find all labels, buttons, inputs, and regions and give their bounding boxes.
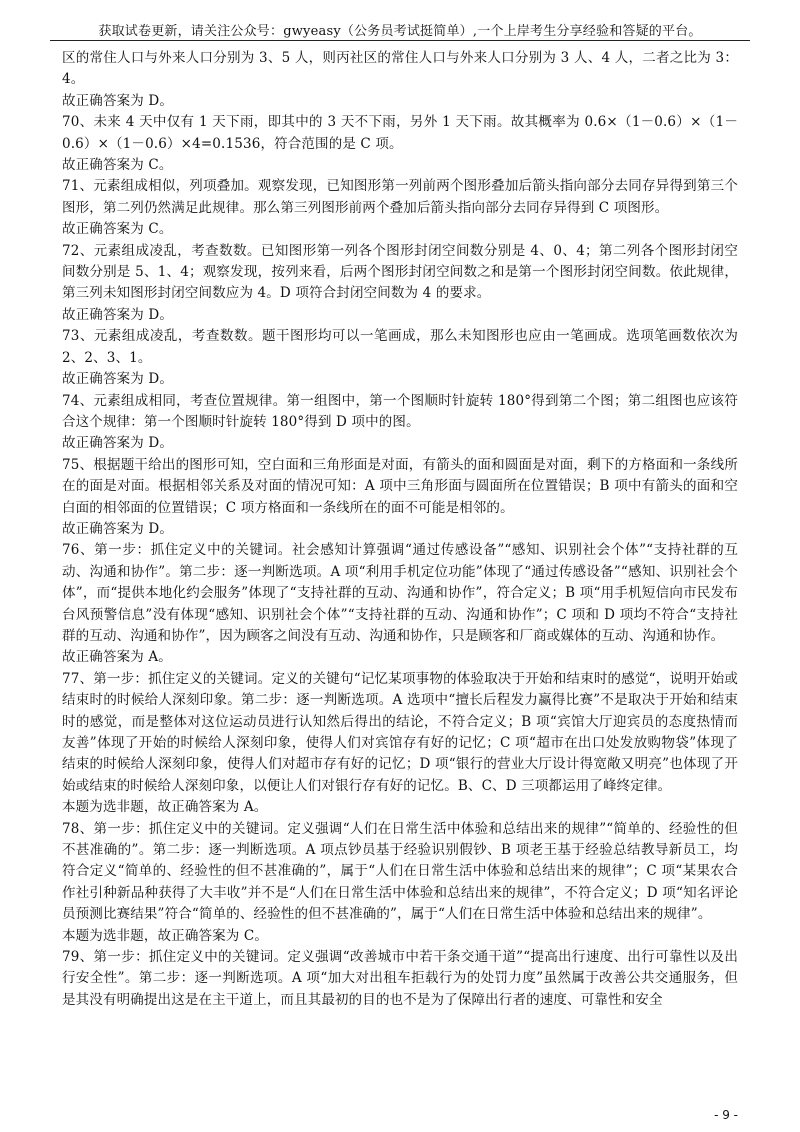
paragraph: 故正确答案为 D。 (62, 371, 173, 388)
page-number: - 9 - (714, 1108, 738, 1122)
paragraph: 70、未来 4 天中仅有 1 天下雨，即其中的 3 天不下雨，另外 1 天下雨。故其概率为 0.6×（1－0.6）×（1－0.6）×（1－0.6）×4=0.1536，符合范围的是 C 项。 (62, 114, 738, 152)
header-banner: 获取试卷更新，请关注公众号：gwyeasy（公务员考试挺简单）,一个上岸考生分享经验和答疑的平台。 (98, 24, 702, 39)
paragraph: 79、第一步：抓住定义中的关键词。定义强调“改善城市中若干条交通干道”“提高出行速度、出行可靠性以及出行安全性”。第二步：逐一判断选项。A 项“加大对出租车拒载行为的处罚力度”虽然属于改善公共交通服务，但是其没有明确提出这是在主干道上，而且其最初的目的也不是为了保障出行者的速度、可靠性和安全 (62, 949, 738, 1008)
paragraph: 故正确答案为 C。 (62, 157, 173, 174)
paragraph: 故正确答案为 C。 (62, 221, 173, 238)
paragraph: 故正确答案为 D。 (62, 520, 173, 537)
paragraph: 区的常住人口与外来人口分别为 3、5 人，则丙社区的常住人口与外来人口分别为 3 人、4 人，二者之比为 3：4。 (62, 50, 738, 88)
paragraph: 故正确答案为 D。 (62, 306, 173, 323)
paragraph: 故正确答案为 D。 (62, 92, 173, 109)
paragraph: 本题为选非题，故正确答案为 C。 (62, 927, 269, 944)
paragraph: 本题为选非题，故正确答案为 A。 (62, 799, 268, 816)
paragraph: 71、元素组成相似，列项叠加。观察发现，已知图形第一列前两个图形叠加后箭头指向部分去同存异得到第三个图形，第二列仍然满足此规律。那么第三列图形前两个叠加后箭头指向部分去同存异得到 C 项图形。 (62, 178, 738, 216)
paragraph: 75、根据题干给出的图形可知，空白面和三角形面是对面，有箭头的面和圆面是对面，剩下的方格面和一条线所在的面是对面。根据相邻关系及对面的情况可知：A 项中三角形面与圆面所在位置错误；B 项中有箭头的面和空白面的相邻面的位置错误；C 项方格面和一条线所在的面不可能是相邻的。 (62, 456, 738, 516)
paragraph: 故正确答案为 D。 (62, 435, 173, 452)
paragraph: 74、元素组成相同，考查位置规律。第一组图中，第一个图顺时针旋转 180°得到第二个图；第二组图也应该符合这个规律：第一个图顺时针旋转 180°得到 D 项中的图。 (62, 392, 738, 430)
paragraph: 73、元素组成凌乱，考查数数。题干图形均可以一笔画成，那么未知图形也应由一笔画成。选项笔画数依次为 2、2、3、1。 (62, 328, 738, 366)
paragraph: 78、第一步：抓住定义中的关键词。定义强调“人们在日常生活中体验和总结出来的规律”“简单的、经验性的但不甚准确的”。第二步：逐一判断选项。A 项点钞员基于经验识别假钞、B 项老王基于经验总结教导新员工，均符合定义“简单的、经验性的但不甚准确的”，属于“人们在日常生活中体验和总结出来的规律”；C 项“某果农合作社引种新品种获得了大丰收”并不是“人们在日常生活中体验和总结出来的规律”，不符合定义；D 项“知名评论员预测比赛结果”符合“简单的、经验性的但不甚准确的”，属于“人们在日常生活中体验和总结出来的规律”。 (62, 820, 738, 923)
paragraph: 72、元素组成凌乱，考查数数。已知图形第一列各个图形封闭空间数分别是 4、0、4；第二列各个图形封闭空间数分别是 5、1、4；观察发现，按列来看，后两个图形封闭空间数之和是第一个图形封闭空间数。依此规律，第三列未知图形封闭空间数应为 4。D 项符合封闭空间数为 4 的要求。 (62, 242, 738, 302)
answer-explanations (62, 48, 738, 1011)
paragraph: 76、第一步：抓住定义中的关键词。社会感知计算强调“通过传感设备”“感知、识别社会个体”“支持社群的互动、沟通和协作”。第二步：逐一判断选项。A 项“利用手机定位功能”体现了“通过传感设备”“感知、识别社会个体”，而“提供本地化约会服务”体现了“支持社群的互动、沟通和协作”，符合定义；B 项“用手机短信向市民发布台风预警信息”没有体现“感知、识别社会个体”“支持社群的互动、沟通和协作”；C 项和 D 项均不符合“支持社群的互动、沟通和协作”，因为顾客之间没有互动、沟通和协作，只是顾客和厂商或媒体的互动、沟通和协作。 (62, 542, 738, 644)
paragraph: 77、第一步：抓住定义的关键词。定义的关键句“记忆某项事物的体验取决于开始和结束时的感觉“，说明开始或结束时的时候给人深刻印象。第二步：逐一判断选项。A 选项中“擅长后程发力赢得比赛”不是取决于开始和结束时的感觉，而是整体对这位运动员进行认知然后得出的结论，不符合定义；B 项“宾馆大厅迎宾员的态度热情而友善”体现了开始的时候给人深刻印象，使得人们对宾馆存有好的记忆；C 项“超市在出口处发放购物袋”体现了结束的时候给人深刻印象，使得人们对超市存有好的记忆；D 项“银行的营业大厅设计得宽敞又明亮”也体现了开始或结束的时候给人深刻印象，以便让人们对银行存有好的记忆。B、C、D 三项都运用了峰终定律。 (62, 670, 738, 794)
header-divider (50, 40, 750, 41)
paragraph: 故正确答案为 A。 (62, 649, 172, 666)
